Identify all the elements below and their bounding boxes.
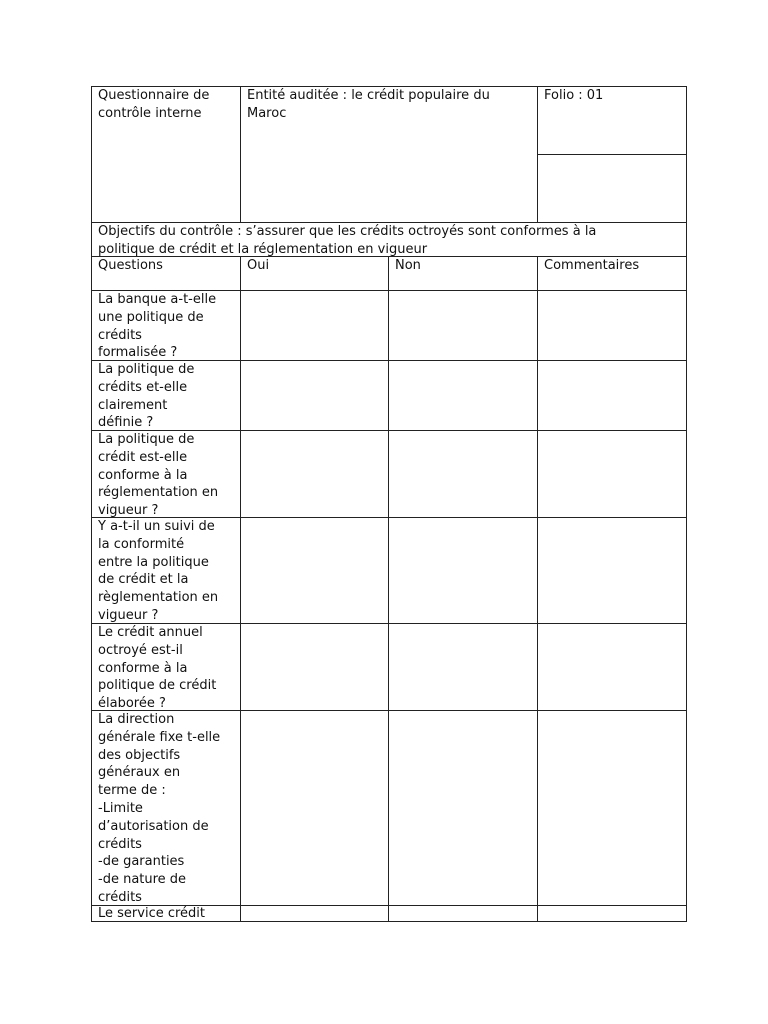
table-row-question: Y a-t-il un suivi de la conformité entre la politique de crédit et la règlementation en vigueur ? <box>98 519 219 623</box>
table-border-right <box>686 86 687 922</box>
table-row-question: La politique de crédits et-elle clairement définie ? <box>98 362 195 431</box>
column-header-commentaires: Commentaires <box>544 258 640 273</box>
col-divider-questions <box>240 256 241 922</box>
objectives-text: Objectifs du contrôle : s’assurer que les crédits octroyés sont conformes à la politique de crédit et la réglementation en vigueur <box>98 224 597 257</box>
folio-divider <box>537 154 687 155</box>
column-header-non: Non <box>395 258 421 273</box>
table-row-question: La politique de crédit est-elle conforme à la réglementation en vigueur ? <box>98 432 219 519</box>
column-header-questions: Questions <box>98 258 163 273</box>
table-row-question: Le crédit annuel octroyé est-il conforme à la politique de crédit élaborée ? <box>98 625 217 712</box>
questionnaire-label: Questionnaire de contrôle interne <box>98 88 210 121</box>
col-divider-non <box>537 256 538 922</box>
column-header-oui: Oui <box>247 258 270 273</box>
table-row-question: Le service crédit <box>98 906 206 921</box>
header-col-divider <box>537 86 538 223</box>
entity-label: Entité auditée : le crédit populaire du Maroc <box>247 88 490 121</box>
col-divider-oui <box>388 256 389 922</box>
table-row-question: La direction générale fixe t-elle des objectifs généraux en terme de : -Limite d’autorisation de crédits -de garanties -de nature de crédits <box>98 712 221 905</box>
folio-label: Folio : 01 <box>544 88 604 103</box>
table-row-question: La banque a-t-elle une politique de crédits formalisée ? <box>98 292 217 361</box>
